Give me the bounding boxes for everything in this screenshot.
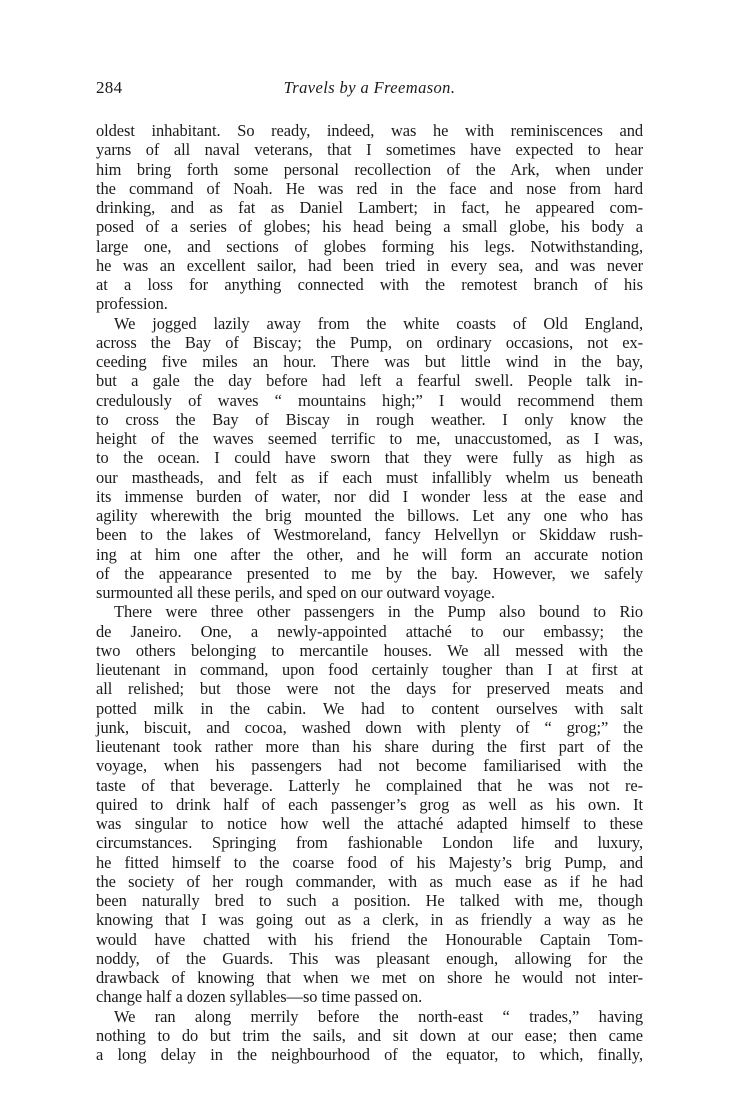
paragraph-end-line: surmounted all these perils, and sped on our outward voyage. (96, 583, 495, 602)
text-line: credulously of waves “ mountains high;” I would recommend them (96, 390, 643, 410)
text-line: agility wherewith the brig mounted the billows. Let any one who has (96, 506, 643, 525)
text-line: lieutenant took rather more than his share during the first part of the (96, 737, 643, 756)
text-line: been naturally bred to such a position. He talked with me, though (96, 891, 643, 910)
text-line: ing at him one after the other, and he will form an accurate notion (96, 544, 643, 564)
text-line: drawback of knowing that when we met on shore he would not inter- (96, 968, 643, 987)
paragraph-start-line: There were three other passengers in the Pump also bound to Rio (114, 602, 643, 622)
running-title: Travels by a Freemason. (283, 78, 456, 97)
text-line: him bring forth some personal recollection of the Ark, when under (96, 159, 643, 179)
text-line: posed of a series of globes; his head being a small globe, his body a (96, 217, 643, 237)
text-line: lieutenant in command, upon food certainly tougher than I at first at (96, 660, 643, 679)
text-line: taste of that beverage. Latterly he complained that he was not re- (96, 775, 643, 795)
text-line: nothing to do but trim the sails, and sit down at our ease; then came (96, 1025, 643, 1045)
text-line: but a gale the day before had left a fearful swell. People talk in- (96, 371, 643, 391)
text-line: to the ocean. I could have sworn that they were fully as high as (96, 448, 643, 468)
text-line: been to the lakes of Westmoreland, fancy Helvellyn or Skiddaw rush- (96, 525, 643, 545)
text-line: our mastheads, and felt as if each must infallibly whelm us beneath (96, 467, 643, 487)
text-line: its immense burden of water, nor did I wonder less at the ease and (96, 486, 643, 506)
running-head (96, 78, 643, 104)
page-number: 284 (96, 78, 123, 97)
paragraph-end-line: change half a dozen syllables—so time passed on. (96, 987, 423, 1007)
text-line: a long delay in the neighbourhood of the equator, to which, finally, (96, 1045, 643, 1064)
text-line: across the Bay of Biscay; the Pump, on ordinary occasions, not ex- (96, 332, 643, 352)
text-line: all relished; but those were not the days for preserved meats and (96, 679, 643, 699)
paragraph-start-line: We jogged lazily away from the white coasts of Old England, (114, 313, 643, 333)
body-text (96, 121, 643, 1064)
text-line: noddy, of the Guards. This was pleasant enough, allowing for the (96, 948, 643, 968)
text-line: potted milk in the cabin. We had to content ourselves with salt (96, 698, 643, 718)
text-line: de Janeiro. One, a newly-appointed attaché to our embassy; the (96, 621, 643, 641)
text-line: at a loss for anything connected with the remotest branch of his (96, 275, 643, 294)
text-line: the society of her rough commander, with as much ease as if he had (96, 871, 643, 891)
text-line: voyage, when his passengers had not become familiarised with the (96, 756, 643, 776)
text-line: ceeding five miles an hour. There was but little wind in the bay, (96, 352, 643, 371)
text-line: the command of Noah. He was red in the face and nose from hard (96, 178, 643, 198)
text-line: two others belonging to mercantile houses. We all messed with the (96, 640, 643, 660)
text-line: would have chatted with his friend the Honourable Captain Tom- (96, 929, 643, 949)
text-line: was singular to notice how well the attaché adapted himself to these (96, 814, 643, 833)
text-line: he was an excellent sailor, had been tried in every sea, and was never (96, 255, 643, 275)
text-line: he fitted himself to the coarse food of his Majesty’s brig Pump, and (96, 852, 643, 872)
text-line: height of the waves seemed terrific to me, unaccustomed, as I was, (96, 429, 643, 448)
book-page (96, 78, 643, 1064)
text-line: to cross the Bay of Biscay in rough weather. I only know the (96, 409, 643, 429)
text-line: yarns of all naval veterans, that I sometimes have expected to hear (96, 140, 643, 160)
text-line: circumstances. Springing from fashionable London life and luxury, (96, 833, 643, 853)
text-line: drinking, and as fat as Daniel Lambert; in fact, he appeared com- (96, 198, 643, 217)
text-line: large one, and sections of globes forming his legs. Notwithstanding, (96, 236, 643, 256)
text-line: oldest inhabitant. So ready, indeed, was he with reminiscences and (96, 121, 643, 140)
text-line: knowing that I was going out as a clerk, in as friendly a way as he (96, 910, 643, 930)
paragraph-start-line: We ran along merrily before the north-east “ trades,” having (114, 1006, 643, 1026)
text-line: junk, biscuit, and cocoa, washed down with plenty of “ grog;” the (96, 717, 643, 737)
paragraph-end-line: profession. (96, 294, 168, 314)
text-line: of the appearance presented to me by the bay. However, we safely (96, 563, 643, 583)
text-line: quired to drink half of each passenger’s grog as well as his own. It (96, 794, 643, 814)
